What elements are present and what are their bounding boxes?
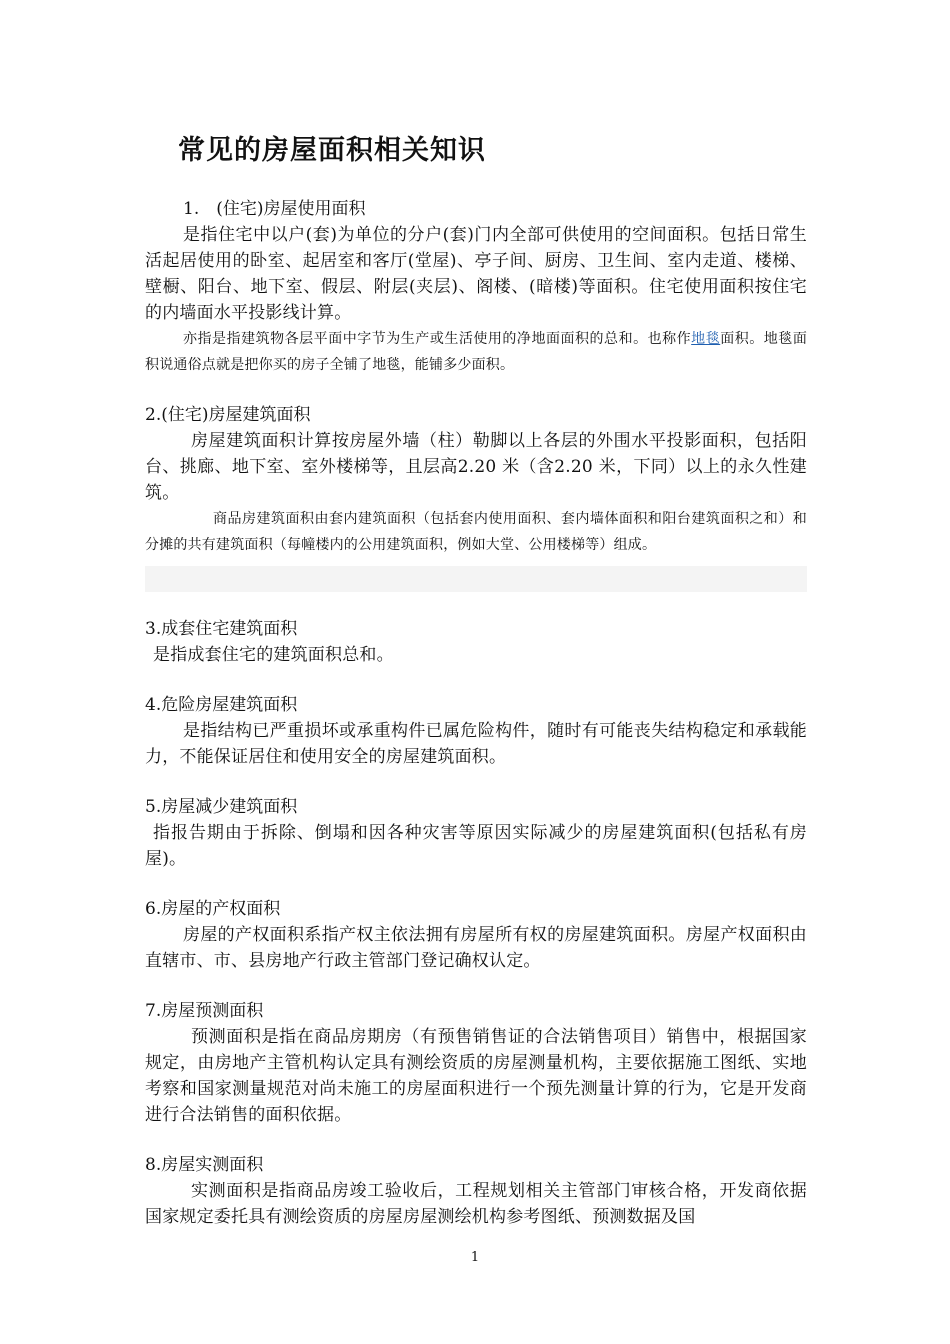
shaded-divider	[145, 566, 807, 592]
note-text: 亦指是指建筑物各层平面中字节为生产或生活使用的净地面面积的总和。也称作	[183, 331, 692, 347]
spacer	[145, 668, 807, 692]
section-1	[145, 196, 807, 378]
section-4	[145, 692, 807, 770]
section-heading: 1. (住宅)房屋使用面积	[183, 199, 366, 219]
spacer	[145, 872, 807, 896]
page-number: 1	[470, 1250, 480, 1265]
section-paragraph: 是指成套住宅的建筑面积总和。	[153, 645, 394, 665]
spacer	[145, 974, 807, 998]
spacer	[145, 592, 807, 616]
section-3	[145, 616, 807, 668]
section-paragraph: 实测面积是指商品房竣工验收后，工程规划相关主管部门审核合格，开发商依据国家规定委托具有测绘资质的房屋房屋测绘机构参考图纸、预测数据及国	[145, 1181, 807, 1227]
note-text: 面积。地毯面积说通俗点就是把你买的房子全铺了地毯，能铺多少面积。	[145, 331, 808, 373]
spacer	[145, 378, 807, 402]
section-paragraph: 指报告期由于拆除、倒塌和因各种灾害等原因实际减少的房屋建筑面积(包括私有房屋)。	[145, 823, 807, 869]
document-title: 常见的房屋面积相关知识	[178, 135, 486, 166]
section-2	[145, 402, 807, 592]
document-body	[145, 196, 807, 1230]
section-heading: 8.房屋实测面积	[145, 1155, 264, 1175]
section-heading: 2.(住宅)房屋建筑面积	[145, 405, 311, 425]
section-paragraph: 房屋的产权面积系指产权主依法拥有房屋所有权的房屋建筑面积。房屋产权面积由直辖市、市、县房地产行政主管部门登记确权认定。	[145, 925, 807, 971]
section-note	[145, 326, 807, 378]
section-heading: 3.成套住宅建筑面积	[145, 619, 298, 639]
section-heading: 5.房屋减少建筑面积	[145, 797, 298, 817]
section-paragraph: 是指结构已严重损坏或承重构件已属危险构件，随时有可能丧失结构稳定和承载能力，不能保证居住和使用安全的房屋建筑面积。	[145, 721, 807, 767]
section-paragraph: 预测面积是指在商品房期房（有预售销售证的合法销售项目）销售中，根据国家规定，由房地产主管机构认定具有测绘资质的房屋测量机构，主要依据施工图纸、实地考察和国家测量规范对尚未施工的房屋面积进行一个预先测量计算的行为，它是开发商进行合法销售的面积依据。	[145, 1027, 807, 1125]
section-heading: 4.危险房屋建筑面积	[145, 695, 298, 715]
section-note: 商品房建筑面积由套内建筑面积（包括套内使用面积、套内墙体面积和阳台建筑面积之和）和分摊的共有建筑面积（每幢楼内的公用建筑面积，例如大堂、公用楼梯等）组成。	[145, 511, 807, 553]
section-paragraph: 是指住宅中以户(套)为单位的分户(套)门内全部可供使用的空间面积。包括日常生活起居使用的卧室、起居室和客厅(堂屋)、亭子间、厨房、卫生间、室内走道、楼梯、壁橱、阳台、地下室、假层、附层(夹层)、阁楼、(暗楼)等面积。住宅使用面积按住宅的内墙面水平投影线计算。	[145, 225, 807, 323]
section-7	[145, 998, 807, 1128]
section-6	[145, 896, 807, 974]
section-5	[145, 794, 807, 872]
section-8	[145, 1152, 807, 1230]
carpet-link[interactable]: 地毯	[691, 331, 721, 347]
spacer	[145, 1128, 807, 1152]
spacer	[145, 770, 807, 794]
section-heading: 6.房屋的产权面积	[145, 899, 281, 919]
section-paragraph: 房屋建筑面积计算按房屋外墙（柱）勒脚以上各层的外围水平投影面积，包括阳台、挑廊、地下室、室外楼梯等，且层高2.20 米（含2.20 米，下同）以上的永久性建筑。	[145, 431, 807, 503]
section-heading: 7.房屋预测面积	[145, 1001, 264, 1021]
